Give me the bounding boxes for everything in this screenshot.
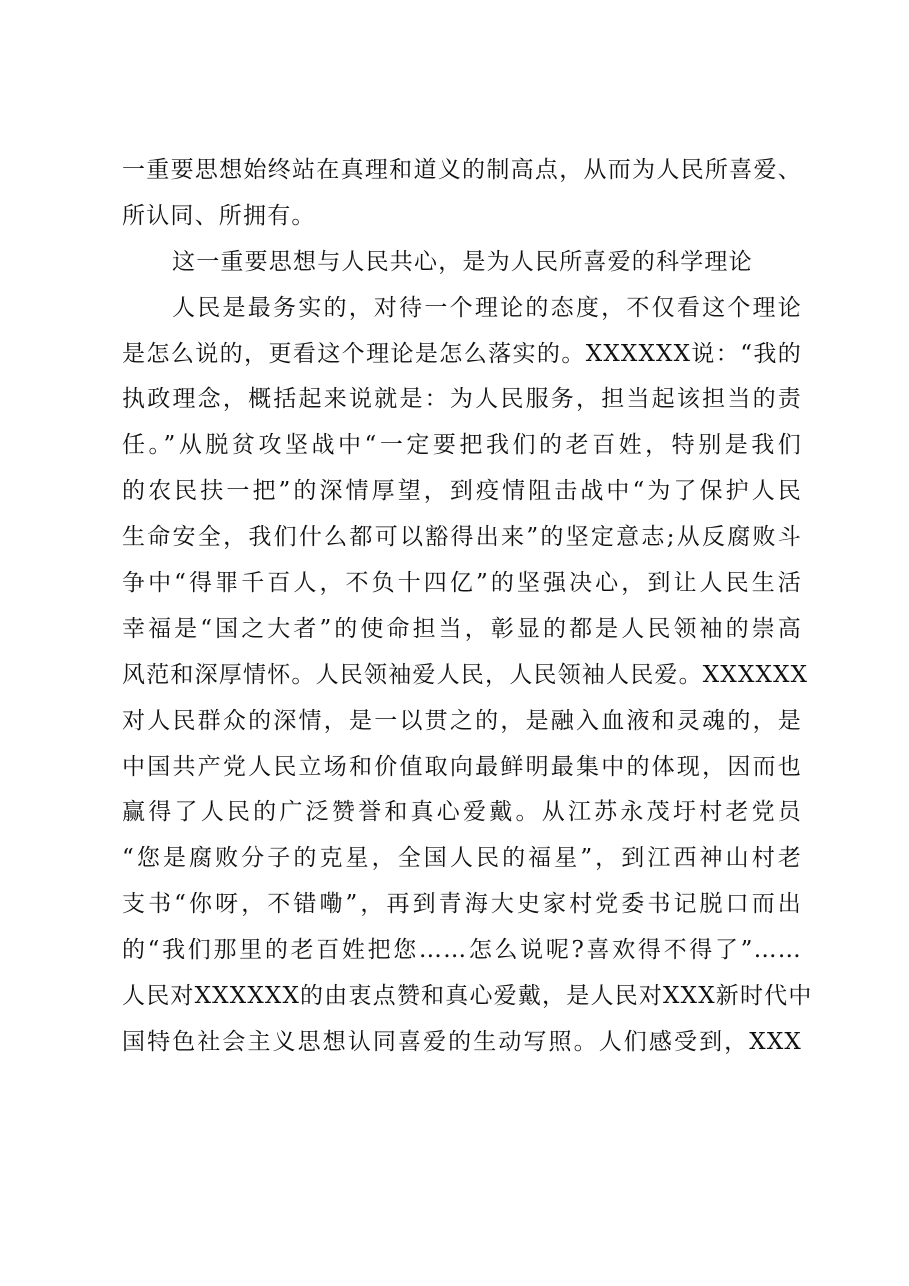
text-line: 任。”从脱贫攻坚战中“一定要把我们的老百姓，特别是我们 (122, 432, 802, 459)
text-line: 人民对XXXXXX的由衷点赞和真心爱戴，是人民对XXX新时代中 (122, 983, 813, 1010)
text-line: 的农民扶一把”的深情厚望，到疫情阻击战中“为了保护人民 (122, 478, 802, 505)
body-text (122, 148, 813, 1066)
text-line: 支书“你呀，不错嘞”，再到青海大史家村党委书记脱口而出 (122, 891, 802, 918)
text-line: 生命安全，我们什么都可以豁得出来”的坚定意志;从反腐败斗 (122, 524, 802, 551)
text-line: 赢得了人民的广泛赞誉和真心爱戴。从江苏永茂圩村老党员 (122, 799, 802, 826)
text-line: 幸福是“国之大者”的使命担当，彰显的都是人民领袖的崇高 (122, 615, 802, 642)
section-heading: 这一重要思想与人民共心，是为人民所喜爱的科学理论 (172, 248, 753, 275)
text-line: 中国共产党人民立场和价值取向最鲜明最集中的体现，因而也 (122, 753, 802, 780)
text-line: 执政理念，概括起来说就是：为人民服务，担当起该担当的责 (122, 386, 802, 413)
text-line: 争中“得罪千百人，不负十四亿”的坚强决心，到让人民生活 (122, 570, 802, 597)
text-line: 国特色社会主义思想认同喜爱的生动写照。人们感受到，XXX (122, 1028, 802, 1055)
paragraph-first-line: 人民是最务实的，对待一个理论的态度，不仅看这个理论 (172, 294, 802, 321)
text-line: 风范和深厚情怀。人民领袖爱人民，人民领袖人民爱。XXXXXX (122, 661, 809, 688)
text-line: “您是腐败分子的克星，全国人民的福星”，到江西神山村老 (122, 845, 802, 872)
text-line: 是怎么说的，更看这个理论是怎么落实的。XXXXXX说：“我的 (122, 340, 802, 367)
text-line: 对人民群众的深情，是一以贯之的，是融入血液和灵魂的，是 (122, 707, 802, 734)
text-line: 的“我们那里的老百姓把您……怎么说呢?喜欢得不得了”…… (122, 937, 802, 964)
text-line: 一重要思想始终站在真理和道义的制高点，从而为人民所喜爱、 (122, 157, 802, 183)
text-line: 所认同、所拥有。 (122, 202, 316, 229)
